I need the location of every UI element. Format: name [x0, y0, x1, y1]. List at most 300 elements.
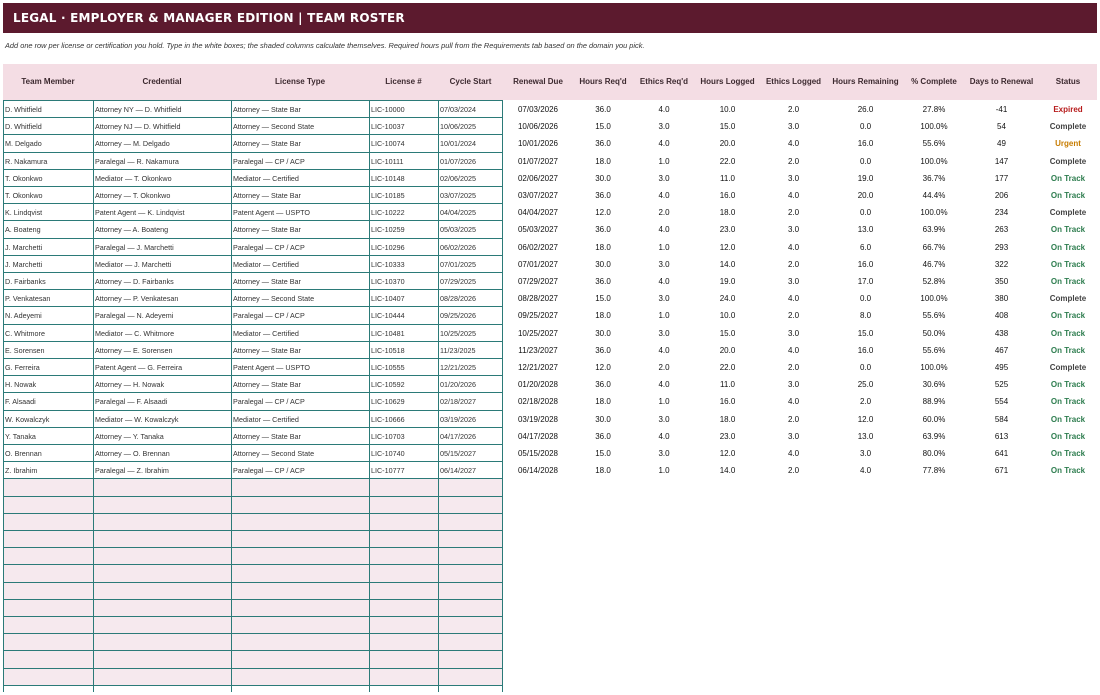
- cell-ethics-required: 2.0: [658, 363, 670, 372]
- cell-renewal-due: 05/03/2027: [517, 225, 559, 235]
- empty-input-row[interactable]: [3, 669, 503, 686]
- cell-member[interactable]: E. Sorensen: [5, 345, 45, 355]
- cell-cycle-start[interactable]: 06/02/2026: [440, 242, 476, 252]
- cell-ethics-required: 3.0: [658, 449, 670, 458]
- cell-cycle-start[interactable]: 01/20/2026: [440, 380, 476, 390]
- cell-member[interactable]: P. Venkatesan: [5, 294, 51, 304]
- cell-member[interactable]: R. Nakamura: [5, 156, 48, 166]
- cell-days-to-renewal: 467: [994, 345, 1009, 355]
- cell-hours-required: 18.0: [595, 156, 611, 166]
- cell-cycle-start[interactable]: 08/28/2026: [440, 294, 476, 304]
- column-header-license-type: License Type: [274, 77, 326, 86]
- cell-license-number[interactable]: LIC-10370: [371, 277, 405, 286]
- cell-hours-logged: 11.0: [720, 173, 735, 183]
- cell-cycle-start[interactable]: 10/25/2025: [440, 328, 476, 338]
- cell-cycle-start[interactable]: 12/21/2025: [440, 363, 476, 372]
- cell-percent-complete: 80.0%: [922, 449, 946, 458]
- cell-cycle-start[interactable]: 10/01/2024: [440, 139, 476, 149]
- cell-credential[interactable]: Patent Agent — K. Lindqvist: [95, 208, 185, 218]
- cell-renewal-due: 10/01/2026: [517, 139, 559, 149]
- cell-hours-required: 12.0: [595, 208, 611, 218]
- cell-hours-logged: 23.0: [719, 225, 736, 235]
- cell-days-to-renewal: 293: [994, 242, 1009, 252]
- cell-license-number[interactable]: LIC-10555: [371, 363, 405, 372]
- cell-days-to-renewal: 234: [994, 208, 1009, 218]
- cell-hours-logged: 12.0: [719, 242, 736, 252]
- cell-ethics-logged: 2.0: [787, 311, 800, 321]
- cell-ethics-required: 1.0: [658, 466, 670, 476]
- cell-renewal-due: 11/23/2027: [518, 345, 558, 355]
- cell-license-number[interactable]: LIC-10444: [371, 311, 405, 321]
- cell-credential[interactable]: Attorney — D. Fairbanks: [95, 277, 174, 286]
- cell-renewal-due: 08/28/2027: [517, 294, 559, 304]
- cell-ethics-required: 3.0: [658, 294, 670, 304]
- cell-member[interactable]: Z. Ibrahim: [5, 466, 38, 476]
- column-header-hours-logged: Hours Logged: [700, 77, 755, 86]
- cell-hours-required: 36.0: [595, 225, 611, 235]
- cell-member[interactable]: G. Ferreira: [5, 363, 40, 372]
- cell-days-to-renewal: 408: [994, 311, 1009, 321]
- empty-input-row[interactable]: [3, 565, 503, 582]
- cell-license-number[interactable]: LIC-10481: [371, 328, 405, 338]
- empty-input-row[interactable]: [3, 651, 503, 668]
- cell-credential[interactable]: Attorney — Y. Tanaka: [95, 431, 164, 441]
- cell-member[interactable]: M. Delgado: [5, 139, 42, 149]
- cell-license-type[interactable]: Mediator — Certified: [233, 173, 299, 183]
- cell-cycle-start[interactable]: 07/03/2024: [440, 105, 476, 114]
- cell-hours-required: 15.0: [595, 122, 611, 132]
- cell-status: On Track: [1050, 259, 1086, 269]
- cell-hours-logged: 12.0: [719, 449, 736, 458]
- cell-license-number[interactable]: LIC-10333: [371, 259, 405, 269]
- cell-ethics-required: 4.0: [658, 225, 670, 235]
- cell-hours-logged: 18.0: [719, 208, 736, 218]
- cell-status: On Track: [1050, 431, 1086, 441]
- cell-member[interactable]: N. Adeyemi: [5, 311, 42, 321]
- cell-hours-logged: 16.0: [719, 191, 736, 200]
- cell-ethics-logged: 4.0: [787, 397, 800, 407]
- cell-hours-logged: 24.0: [719, 294, 736, 304]
- cell-renewal-due: 03/07/2027: [517, 191, 559, 200]
- cell-percent-complete: 52.8%: [922, 277, 946, 286]
- cell-ethics-required: 3.0: [658, 173, 670, 183]
- cell-ethics-logged: 2.0: [787, 259, 800, 269]
- cell-days-to-renewal: 495: [994, 363, 1009, 372]
- cell-days-to-renewal: 54: [997, 122, 1006, 132]
- cell-ethics-logged: 2.0: [787, 208, 800, 218]
- cell-hours-required: 36.0: [595, 380, 611, 390]
- cell-license-type[interactable]: Attorney — State Bar: [233, 277, 301, 286]
- cell-ethics-logged: 3.0: [787, 380, 800, 390]
- cell-hours-logged: 16.0: [719, 397, 736, 407]
- cell-renewal-due: 02/06/2027: [517, 173, 559, 183]
- cell-credential[interactable]: Attorney — E. Sorensen: [95, 345, 173, 355]
- cell-credential[interactable]: Mediator — T. Okonkwo: [95, 173, 172, 183]
- cell-credential[interactable]: Paralegal — N. Adeyemi: [95, 311, 174, 321]
- cell-member[interactable]: T. Okonkwo: [5, 191, 43, 200]
- cell-member[interactable]: D. Whitfield: [5, 122, 42, 132]
- cell-cycle-start[interactable]: 10/06/2025: [440, 122, 476, 132]
- cell-status: On Track: [1050, 225, 1086, 235]
- empty-input-row[interactable]: [3, 497, 503, 514]
- column-header-hours-required: Hours Req'd: [579, 77, 627, 86]
- column-header-status: Status: [1055, 77, 1081, 86]
- cell-status: On Track: [1050, 173, 1086, 183]
- cell-percent-complete: 27.8%: [922, 105, 946, 114]
- instructions-text: Add one row per license or certification you hold. Type in the white boxes; the shaded columns calculate themselves. Required hours pull from the Requirements tab based on the domain you pick.: [5, 41, 645, 50]
- cell-hours-required: 36.0: [595, 431, 611, 441]
- cell-days-to-renewal: 49: [997, 139, 1006, 149]
- cell-status: On Track: [1050, 466, 1086, 476]
- cell-license-number[interactable]: LIC-10148: [371, 173, 405, 183]
- cell-percent-complete: 77.8%: [922, 466, 946, 476]
- cell-hours-logged: 15.0: [719, 328, 736, 338]
- cell-status: On Track: [1050, 345, 1086, 355]
- cell-credential[interactable]: Attorney NJ — D. Whitfield: [95, 122, 181, 132]
- cell-hours-remaining: 4.0: [859, 466, 872, 476]
- cell-hours-logged: 19.0: [719, 277, 736, 286]
- cell-percent-complete: 55.6%: [922, 311, 946, 321]
- column-header-license-number: License #: [385, 77, 422, 86]
- cell-hours-remaining: 25.0: [857, 380, 874, 390]
- cell-ethics-logged: 2.0: [787, 466, 800, 476]
- cell-cycle-start[interactable]: 07/01/2025: [440, 259, 476, 269]
- cell-renewal-due: 07/03/2026: [517, 105, 559, 114]
- cell-hours-required: 18.0: [595, 466, 611, 476]
- cell-cycle-start[interactable]: 05/15/2027: [440, 449, 476, 458]
- cell-renewal-due: 07/29/2027: [517, 277, 559, 286]
- cell-license-type[interactable]: Paralegal — CP / ACP: [233, 466, 305, 476]
- cell-license-type[interactable]: Attorney — Second State: [233, 449, 315, 458]
- cell-renewal-due: 09/25/2027: [517, 311, 559, 321]
- cell-member[interactable]: D. Fairbanks: [5, 277, 46, 286]
- cell-hours-required: 36.0: [595, 105, 611, 114]
- cell-hours-required: 15.0: [595, 294, 611, 304]
- cell-ethics-required: 2.0: [658, 208, 670, 218]
- cell-renewal-due: 04/17/2028: [517, 431, 559, 441]
- cell-license-number[interactable]: LIC-10592: [371, 380, 405, 390]
- cell-license-type[interactable]: Mediator — Certified: [233, 259, 299, 269]
- cell-credential[interactable]: Paralegal — R. Nakamura: [95, 156, 179, 166]
- cell-renewal-due: 12/21/2027: [517, 363, 559, 372]
- cell-license-type[interactable]: Mediator — Certified: [233, 414, 299, 424]
- cell-license-type[interactable]: Attorney — State Bar: [233, 105, 301, 114]
- cell-ethics-logged: 3.0: [787, 225, 800, 235]
- cell-credential[interactable]: Mediator — W. Kowalczyk: [95, 414, 179, 424]
- cell-renewal-due: 02/18/2028: [517, 397, 559, 407]
- cell-license-number[interactable]: LIC-10296: [371, 242, 405, 252]
- cell-member[interactable]: A. Boateng: [5, 225, 41, 235]
- column-header-credential: Credential: [142, 77, 182, 86]
- cell-hours-required: 36.0: [595, 277, 611, 286]
- cell-hours-logged: 14.0: [719, 466, 736, 476]
- cell-license-type[interactable]: Attorney — Second State: [233, 122, 315, 132]
- cell-ethics-logged: 4.0: [787, 191, 800, 200]
- cell-ethics-required: 4.0: [658, 277, 670, 286]
- cell-license-type[interactable]: Attorney — State Bar: [233, 380, 301, 390]
- cell-hours-remaining: 6.0: [859, 242, 872, 252]
- cell-days-to-renewal: 350: [994, 277, 1009, 286]
- cell-ethics-logged: 3.0: [787, 173, 800, 183]
- cell-member[interactable]: J. Marchetti: [5, 242, 43, 252]
- cell-renewal-due: 03/19/2028: [517, 414, 559, 424]
- cell-renewal-due: 06/14/2028: [517, 466, 559, 476]
- cell-hours-logged: 20.0: [719, 139, 736, 149]
- empty-input-row[interactable]: [3, 617, 503, 634]
- cell-hours-remaining: 16.0: [857, 259, 874, 269]
- cell-ethics-logged: 3.0: [787, 122, 800, 132]
- cell-ethics-required: 4.0: [658, 380, 670, 390]
- cell-days-to-renewal: 263: [994, 225, 1009, 235]
- sheet-banner: LEGAL · EMPLOYER & MANAGER EDITION | TEAM ROSTER: [3, 3, 1097, 33]
- cell-license-number[interactable]: LIC-10407: [371, 294, 405, 304]
- cell-percent-complete: 63.9%: [922, 431, 946, 441]
- cell-percent-complete: 88.9%: [922, 397, 946, 407]
- cell-ethics-logged: 3.0: [787, 277, 800, 286]
- cell-renewal-due: 04/04/2027: [517, 208, 559, 218]
- cell-hours-remaining: 0.0: [859, 208, 872, 218]
- cell-hours-required: 12.0: [595, 363, 611, 372]
- cell-status: Complete: [1049, 122, 1087, 132]
- cell-hours-remaining: 19.0: [857, 173, 874, 183]
- empty-input-row[interactable]: [3, 548, 503, 565]
- cell-status: On Track: [1050, 380, 1086, 390]
- cell-credential[interactable]: Mediator — C. Whitmore: [95, 328, 175, 338]
- cell-license-number[interactable]: LIC-10185: [371, 191, 405, 200]
- cell-license-number[interactable]: LIC-10777: [371, 466, 405, 476]
- column-header-ethics-logged: Ethics Logged: [765, 77, 822, 86]
- column-header-days-to-renewal: Days to Renewal: [969, 77, 1034, 86]
- column-header-member: Team Member: [21, 77, 75, 86]
- cell-hours-required: 18.0: [595, 242, 611, 252]
- cell-status: On Track: [1050, 311, 1086, 321]
- empty-input-row[interactable]: [3, 583, 503, 600]
- cell-hours-required: 36.0: [595, 345, 611, 355]
- cell-status: On Track: [1050, 242, 1086, 252]
- cell-hours-remaining: 12.0: [857, 414, 874, 424]
- cell-cycle-start[interactable]: 01/07/2026: [440, 156, 476, 166]
- cell-cycle-start[interactable]: 04/04/2025: [440, 208, 476, 218]
- cell-renewal-due: 05/15/2028: [517, 449, 559, 458]
- cell-license-number[interactable]: LIC-10000: [371, 105, 405, 114]
- cell-hours-logged: 10.0: [719, 311, 736, 321]
- cell-percent-complete: 30.6%: [922, 380, 946, 390]
- cell-credential[interactable]: Patent Agent — G. Ferreira: [95, 363, 183, 372]
- cell-hours-remaining: 2.0: [859, 397, 872, 407]
- cell-percent-complete: 100.0%: [920, 156, 948, 166]
- cell-license-type[interactable]: Paralegal — CP / ACP: [233, 242, 305, 252]
- column-header-cycle-start: Cycle Start: [449, 77, 492, 86]
- cell-days-to-renewal: 380: [994, 294, 1009, 304]
- cell-credential[interactable]: Attorney NY — D. Whitfield: [95, 105, 182, 114]
- cell-hours-required: 30.0: [595, 414, 611, 424]
- cell-days-to-renewal: 641: [994, 449, 1009, 458]
- empty-input-row[interactable]: [3, 514, 503, 531]
- cell-hours-remaining: 17.0: [857, 277, 874, 286]
- cell-credential[interactable]: Attorney — H. Nowak: [95, 380, 165, 390]
- cell-license-type[interactable]: Patent Agent — USPTO: [233, 208, 310, 218]
- cell-license-number[interactable]: LIC-10703: [371, 431, 405, 441]
- cell-percent-complete: 66.7%: [922, 242, 946, 252]
- cell-hours-logged: 23.0: [719, 431, 736, 441]
- cell-license-number[interactable]: LIC-10222: [371, 208, 405, 218]
- empty-input-row[interactable]: [3, 600, 503, 617]
- column-header-hours-remaining: Hours Remaining: [832, 77, 899, 86]
- cell-percent-complete: 100.0%: [920, 208, 948, 218]
- cell-hours-required: 30.0: [595, 259, 611, 269]
- cell-cycle-start[interactable]: 07/29/2025: [440, 277, 476, 286]
- cell-days-to-renewal: 322: [994, 259, 1009, 269]
- cell-hours-remaining: 26.0: [857, 105, 874, 114]
- cell-ethics-logged: 2.0: [787, 414, 800, 424]
- cell-ethics-logged: 4.0: [787, 294, 800, 304]
- cell-hours-remaining: 0.0: [859, 156, 872, 166]
- cell-hours-logged: 11.0: [720, 380, 735, 390]
- cell-hours-required: 15.0: [595, 449, 611, 458]
- cell-license-number[interactable]: LIC-10111: [371, 156, 404, 166]
- cell-cycle-start[interactable]: 02/06/2025: [440, 173, 476, 183]
- cell-percent-complete: 60.0%: [922, 414, 946, 424]
- cell-member[interactable]: O. Brennan: [5, 449, 42, 458]
- cell-license-type[interactable]: Attorney — State Bar: [233, 139, 301, 149]
- cell-percent-complete: 55.6%: [922, 139, 946, 149]
- cell-credential[interactable]: Mediator — J. Marchetti: [95, 259, 172, 269]
- cell-ethics-required: 4.0: [658, 431, 670, 441]
- cell-cycle-start[interactable]: 03/07/2025: [440, 191, 476, 200]
- cell-license-number[interactable]: LIC-10629: [371, 397, 405, 407]
- cell-member[interactable]: F. Alsaadi: [5, 397, 36, 407]
- empty-input-row[interactable]: [3, 634, 503, 651]
- cell-member[interactable]: D. Whitfield: [5, 105, 42, 114]
- cell-hours-remaining: 13.0: [857, 431, 874, 441]
- cell-license-type[interactable]: Attorney — Second State: [233, 294, 315, 304]
- cell-status: Complete: [1049, 156, 1087, 166]
- cell-cycle-start[interactable]: 11/23/2025: [440, 345, 476, 355]
- cell-status: Urgent: [1055, 139, 1081, 149]
- cell-license-number[interactable]: LIC-10074: [371, 139, 405, 149]
- cell-member[interactable]: Y. Tanaka: [5, 431, 36, 441]
- cell-cycle-start[interactable]: 05/03/2025: [440, 225, 476, 235]
- cell-license-type[interactable]: Attorney — State Bar: [233, 345, 301, 355]
- cell-ethics-logged: 4.0: [787, 449, 800, 458]
- cell-member[interactable]: T. Okonkwo: [5, 173, 43, 183]
- cell-hours-required: 36.0: [595, 191, 611, 200]
- cell-credential[interactable]: Attorney — P. Venkatesan: [95, 294, 179, 304]
- cell-cycle-start[interactable]: 02/18/2027: [440, 397, 476, 407]
- cell-ethics-required: 3.0: [658, 414, 670, 424]
- cell-hours-remaining: 0.0: [859, 294, 872, 304]
- column-header-renewal-due: Renewal Due: [513, 77, 563, 86]
- cell-cycle-start[interactable]: 06/14/2027: [440, 466, 476, 476]
- cell-ethics-required: 4.0: [658, 105, 670, 114]
- cell-hours-remaining: 20.0: [857, 191, 874, 200]
- cell-license-type[interactable]: Mediator — Certified: [233, 328, 299, 338]
- cell-ethics-required: 3.0: [658, 328, 670, 338]
- cell-percent-complete: 100.0%: [920, 294, 948, 304]
- cell-ethics-required: 3.0: [658, 259, 670, 269]
- cell-percent-complete: 100.0%: [920, 363, 948, 372]
- cell-days-to-renewal: 438: [994, 328, 1009, 338]
- cell-status: Complete: [1049, 208, 1087, 218]
- cell-member[interactable]: C. Whitmore: [5, 328, 45, 338]
- cell-hours-logged: 10.0: [719, 105, 736, 114]
- cell-license-number[interactable]: LIC-10037: [371, 122, 405, 132]
- cell-hours-remaining: 0.0: [859, 363, 872, 372]
- cell-cycle-start[interactable]: 03/19/2026: [440, 414, 476, 424]
- cell-hours-remaining: 3.0: [859, 449, 872, 458]
- cell-hours-logged: 15.0: [719, 122, 736, 132]
- cell-license-type[interactable]: Paralegal — CP / ACP: [233, 156, 305, 166]
- cell-days-to-renewal: 613: [994, 431, 1009, 441]
- empty-input-row[interactable]: [3, 479, 503, 496]
- cell-license-number[interactable]: LIC-10259: [371, 225, 405, 235]
- cell-credential[interactable]: Attorney — T. Okonkwo: [95, 191, 171, 200]
- cell-hours-required: 30.0: [595, 173, 611, 183]
- cell-license-type[interactable]: Paralegal — CP / ACP: [233, 397, 305, 407]
- cell-credential[interactable]: Attorney — O. Brennan: [95, 449, 170, 458]
- cell-hours-required: 18.0: [595, 311, 611, 321]
- cell-hours-logged: 22.0: [719, 156, 736, 166]
- cell-status: On Track: [1050, 397, 1086, 407]
- cell-member[interactable]: W. Kowalczyk: [5, 414, 50, 424]
- cell-license-number[interactable]: LIC-10740: [371, 449, 405, 458]
- cell-member[interactable]: J. Marchetti: [5, 259, 43, 269]
- cell-cycle-start[interactable]: 04/17/2026: [440, 431, 476, 441]
- cell-ethics-logged: 2.0: [787, 363, 800, 372]
- cell-credential[interactable]: Attorney — A. Boateng: [95, 225, 169, 235]
- cell-hours-logged: 14.0: [719, 259, 736, 269]
- cell-ethics-logged: 3.0: [787, 328, 800, 338]
- cell-credential[interactable]: Paralegal — J. Marchetti: [95, 242, 174, 252]
- cell-license-type[interactable]: Patent Agent — USPTO: [233, 363, 310, 372]
- cell-license-type[interactable]: Paralegal — CP / ACP: [233, 311, 305, 321]
- cell-credential[interactable]: Attorney — M. Delgado: [95, 139, 170, 149]
- cell-renewal-due: 10/06/2026: [517, 122, 559, 132]
- cell-status: On Track: [1050, 191, 1086, 200]
- cell-ethics-logged: 2.0: [787, 105, 800, 114]
- cell-days-to-renewal: -41: [995, 105, 1008, 114]
- cell-credential[interactable]: Paralegal — Z. Ibrahim: [95, 466, 169, 476]
- cell-renewal-due: 06/02/2027: [517, 242, 559, 252]
- cell-license-type[interactable]: Attorney — State Bar: [233, 225, 301, 235]
- cell-percent-complete: 55.6%: [922, 345, 946, 355]
- cell-ethics-required: 1.0: [658, 242, 670, 252]
- cell-credential[interactable]: Paralegal — F. Alsaadi: [95, 397, 168, 407]
- cell-cycle-start[interactable]: 09/25/2026: [440, 311, 476, 321]
- cell-license-type[interactable]: Attorney — State Bar: [233, 191, 301, 200]
- cell-license-number[interactable]: LIC-10666: [371, 414, 405, 424]
- cell-license-number[interactable]: LIC-10518: [371, 345, 405, 355]
- cell-hours-remaining: 0.0: [859, 122, 872, 132]
- empty-input-row[interactable]: [3, 531, 503, 548]
- cell-renewal-due: 10/25/2027: [517, 328, 559, 338]
- cell-ethics-logged: 4.0: [787, 345, 800, 355]
- cell-hours-remaining: 16.0: [857, 345, 874, 355]
- cell-hours-logged: 22.0: [719, 363, 736, 372]
- cell-ethics-logged: 4.0: [787, 139, 800, 149]
- cell-status: On Track: [1050, 328, 1086, 338]
- cell-percent-complete: 100.0%: [920, 122, 948, 132]
- cell-hours-remaining: 8.0: [859, 311, 872, 321]
- cell-hours-required: 36.0: [595, 139, 611, 149]
- cell-member[interactable]: K. Lindqvist: [5, 208, 43, 218]
- cell-hours-logged: 18.0: [719, 414, 736, 424]
- cell-hours-required: 30.0: [595, 328, 611, 338]
- cell-renewal-due: 01/07/2027: [517, 156, 559, 166]
- cell-ethics-required: 1.0: [658, 311, 670, 321]
- cell-member[interactable]: H. Nowak: [5, 380, 37, 390]
- cell-license-type[interactable]: Attorney — State Bar: [233, 431, 301, 441]
